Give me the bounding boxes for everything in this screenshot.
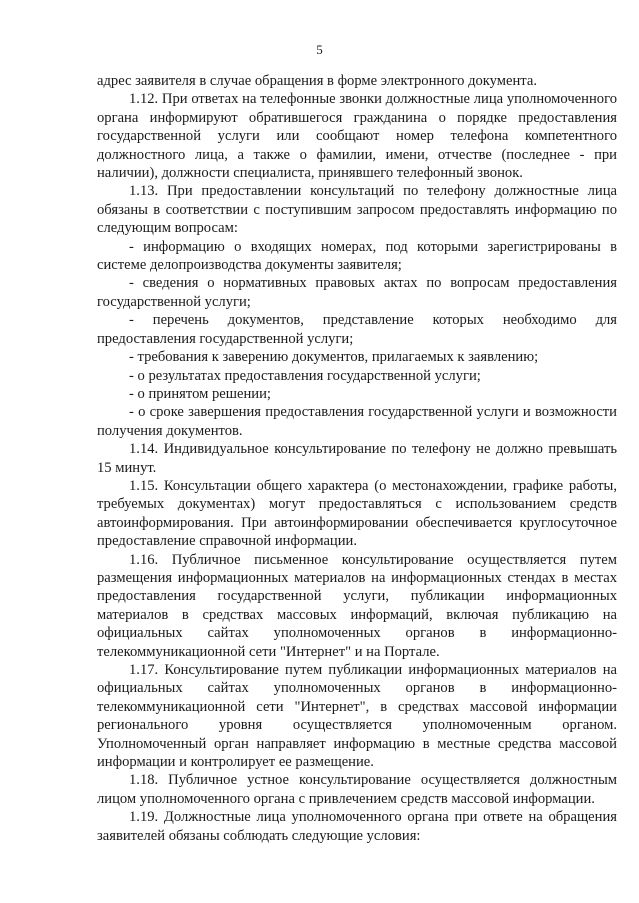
paragraph-1-18: 1.18. Публичное устное консультирование осуществляется должностным лицом уполномоченного органа с привлечением средств массовой информации. — [97, 772, 617, 807]
paragraph-1-15: 1.15. Консультации общего характера (о местонахождении, графике работы, требуемых документах) могут предоставляться с использованием средств автоинформирования. При автоинформировании обеспечивается круглосуточное предоставление справочной информации. — [97, 477, 617, 550]
list-item-legal-acts: - сведения о нормативных правовых актах по вопросам предоставления государственной услуги; — [97, 275, 617, 310]
paragraph-1-19: 1.19. Должностные лица уполномоченного органа при ответе на обращения заявителей обязаны соблюдать следующие условия: — [97, 809, 617, 844]
list-item-results: - о результатах предоставления государственной услуги; — [129, 367, 481, 384]
list-item-incoming-numbers: - информацию о входящих номерах, под которыми зарегистрированы в системе делопроизводства документы заявителя; — [97, 238, 617, 274]
paragraph-1-16: 1.16. Публичное письменное консультирование осуществляется путем размещения информационных материалов на информационных стендах в местах предоставления государственной услуги, публикации информационных материалов в средствах массовых информаций, включая публикацию на официальных сайтах уполномоченных органов в информационно-телекоммуникационной сети "Интернет" и на Портале. — [97, 551, 617, 660]
paragraph-1-12: 1.12. При ответах на телефонные звонки должностные лица уполномоченного органа информируют обратившегося гражданина о порядке предоставления государственной услуги или сообщают номер телефона компетентного должностного лица, а также о фамилии, имени, отчестве (последнее - при наличии), должности специалиста, принявшего телефонный звонок. — [97, 91, 617, 182]
list-item-documents-list: - перечень документов, представление которых необходимо для предоставления государственной услуги; — [97, 312, 617, 347]
paragraph-1-13: 1.13. При предоставлении консультаций по телефону должностные лица обязаны в соответствии с поступившим запросом предоставлять информацию по следующим вопросам: — [97, 183, 617, 237]
paragraph-continuation: адрес заявителя в случае обращения в форме электронного документа. — [97, 73, 537, 89]
document-body — [97, 72, 617, 845]
page-number: 5 — [316, 42, 323, 57]
paragraph-1-14: 1.14. Индивидуальное консультирование по телефону не должно превышать 15 минут. — [97, 441, 617, 476]
paragraph-1-17: 1.17. Консультирование путем публикации информационных материалов на официальных сайтах уполномоченных органов в информационно-телекоммуникационной сети "Интернет", в средствах массовой информации регионального уровня осуществляется уполномоченным органом. Уполномоченный орган направляет информацию в местные средства массовой информации и контролирует ее размещение. — [97, 662, 617, 771]
list-item-certification: - требования к заверению документов, прилагаемых к заявлению; — [129, 349, 539, 366]
list-item-completion-term: - о сроке завершения предоставления государственной услуги и возможности получения документов. — [97, 404, 617, 439]
list-item-decision: - о принятом решении; — [129, 385, 271, 402]
